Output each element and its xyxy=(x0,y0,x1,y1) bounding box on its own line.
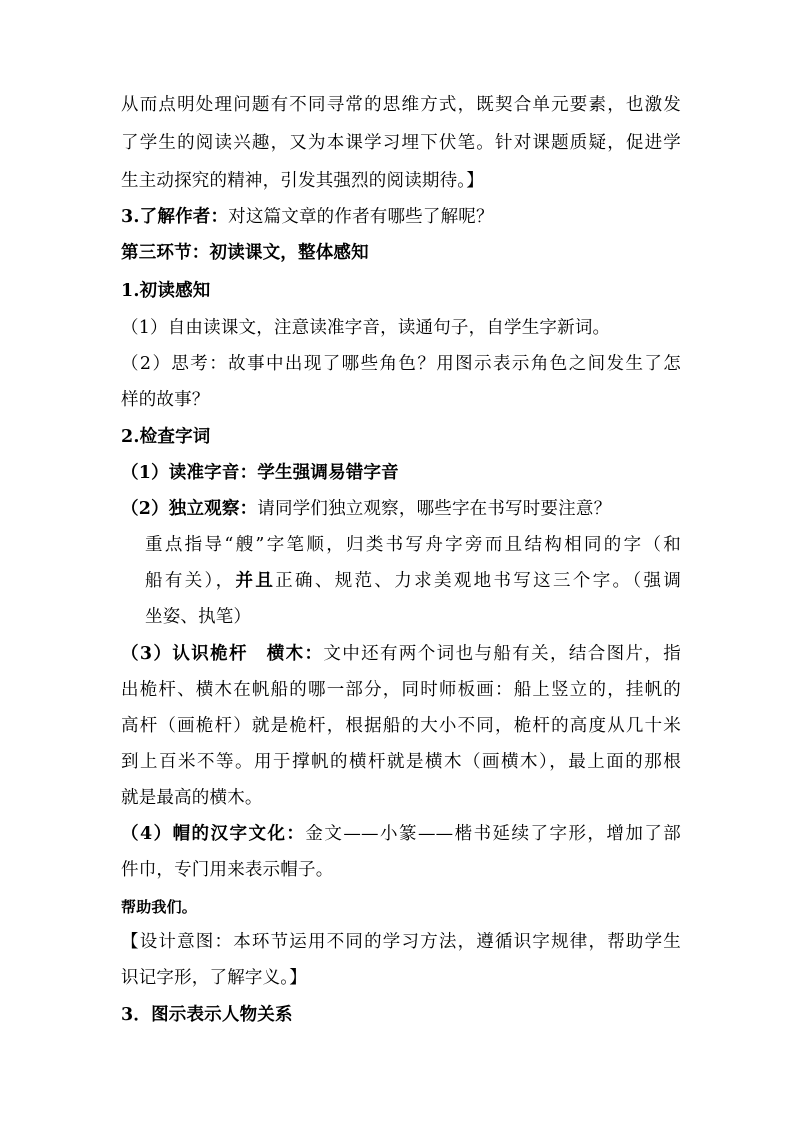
paragraph-line: 从而点明处理问题有不同寻常的思维方式，既契合单元要素，也激发 xyxy=(121,95,681,115)
paragraph-line: 高杆（画桅杆）就是桅杆，根据船的大小不同，桅杆的高度从几十米 xyxy=(121,716,681,736)
subheading-diagram: 3．图示表示人物关系 xyxy=(121,1005,293,1025)
subheading-check-words: 2.检查字词 xyxy=(121,427,211,447)
paragraph-line: 到上百米不等。用于撑帆的横杆就是横木（画横木），最上面的那根 xyxy=(121,752,681,772)
paragraph-line: 件巾，专门用来表示帽子。 xyxy=(121,860,334,880)
paragraph-line: 坐姿、执笔） xyxy=(145,607,252,627)
paragraph-line: 船有关），并且正确、规范、力求美观地书写这三个字。（强调 xyxy=(145,571,682,591)
subheading-first-reading: 1.初读感知 xyxy=(121,281,211,301)
paragraph-line: 出桅杆、横木在帆船的哪一部分，同时师板画：船上竖立的，挂帆的 xyxy=(121,680,681,700)
design-intent-line: 识记字形，了解字义。】 xyxy=(121,968,307,988)
paragraph-line: 了学生的阅读兴趣，又为本课学习埋下伏笔。针对课题质疑，促进学 xyxy=(121,133,681,153)
paragraph-line: （3）认识桅杆 横木：文中还有两个词也与船有关，结合图片，指 xyxy=(121,644,681,664)
paragraph-line: 样的故事？ xyxy=(121,390,210,410)
paragraph-line: （2）独立观察：请同学们独立观察，哪些字在书写时要注意？ xyxy=(121,499,612,519)
section-item-author: 3.了解作者：对这篇文章的作者有哪些了解呢？ xyxy=(121,207,494,227)
paragraph-line: 生主动探究的精神，引发其强烈的阅读期待。】 xyxy=(121,171,484,191)
paragraph-line: （4）帽的汉字文化：金文——小篆——楷书延续了字形，增加了部 xyxy=(121,824,681,844)
paragraph-line: （2）思考：故事中出现了哪些角色？用图示表示角色之间发生了怎 xyxy=(121,354,681,374)
section-heading-3: 第三环节：初读课文，整体感知 xyxy=(121,243,369,263)
bold-item-pronunciation: （1）读准字音：学生强调易错字音 xyxy=(121,463,399,483)
paragraph-line: （1）自由读课文，注意读准字音，读通句子，自学生字新词。 xyxy=(121,318,611,338)
bold-note: 帮助我们。 xyxy=(121,898,198,916)
design-intent-line: 【设计意图：本环节运用不同的学习方法，遵循识字规律，帮助学生 xyxy=(121,932,681,952)
paragraph-line: 重点指导“艘”字笔顺，归类书写舟字旁而且结构相同的字（和 xyxy=(145,535,681,555)
paragraph-line: 就是最高的横木。 xyxy=(121,788,263,808)
